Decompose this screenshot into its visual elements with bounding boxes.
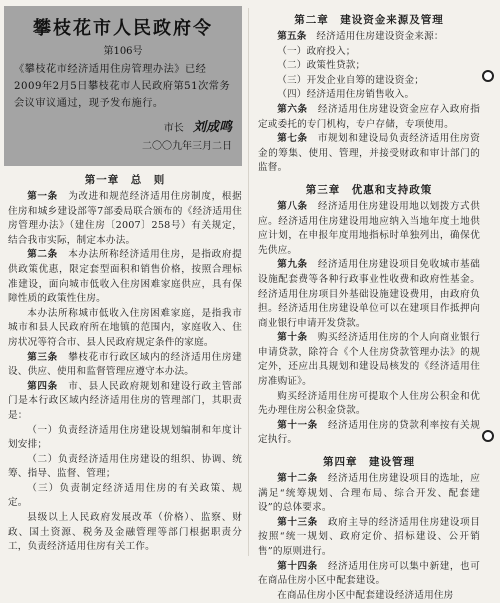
- article-text: 经济适用住房建设资金来源：: [316, 31, 444, 42]
- order-signature-line: [14, 116, 232, 135]
- chapter-heading: 第四章 建设管理: [323, 456, 415, 469]
- order-body: 《攀枝花市经济适用住房管理办法》已经2009年2月5日攀枝花市人民政府第51次常务会议审议通过，现予发布施行。: [14, 64, 231, 109]
- article-text: 县级以上人民政府发展改革（价格）、监察、财政、国土资源、税务及金融管理等部门根据职责分工，负责经济适用住房有关工作。: [8, 512, 242, 553]
- article-text: 本办法所称经济适用住房，是指政府提供政策优惠，限定套型面积和销售价格，按照合理标准建设，面向城市低收入住房困难家庭供应，具有保障性质的政策性住房。: [8, 249, 242, 305]
- article-paragraph: [258, 30, 480, 45]
- article-number: 第九条: [277, 259, 308, 271]
- article-text: 经济适用住房建设项目免收城市基础设施配套费等各种行政事业性收费和政府性基金。经济适用住房项目外基础设施建设费用，由政府负担。经济适用住房建设单位可以在建项目作抵押向商业银行申请开发贷款。: [258, 259, 481, 329]
- signature: 刘成鸣: [192, 120, 232, 135]
- signer-title: 市长: [163, 123, 184, 134]
- article-number: 第五条: [277, 31, 307, 42]
- article-text: 购买经济适用住房的个人向商业银行申请贷款，除符合《个人住房贷款管理办法》的规定外，还应出具规划和建设局核发的《经济适用住房准购证》。: [258, 332, 481, 388]
- article-text: 在商品住房小区中配套建设经济适用住房: [277, 589, 454, 601]
- article-paragraph: [258, 258, 480, 331]
- right-text-flow: [252, 0, 496, 603]
- article-text: 市、县人民政府规划和建设行政主管部门是本行政区域内经济适用住房的管理部门，其职责是：: [8, 380, 242, 421]
- article-text: （一）负责经济适用住房建设规划编制和年度计划安排；: [8, 424, 242, 451]
- article-paragraph: [258, 516, 480, 560]
- article-paragraph: [258, 419, 480, 448]
- article-paragraph: [258, 74, 480, 89]
- article-text: （二）负责经济适用住房建设的组织、协调、统筹、指导、监督、管理；: [8, 453, 242, 480]
- article-number: 第四条: [27, 380, 58, 392]
- chapter-heading: 第一章 总 则: [84, 174, 166, 186]
- article-number: 第三条: [27, 351, 58, 363]
- article-text: 政府主导的经济适用住房建设项目按照“统一规划、政府定价、招标建设、公开销售”的原则进行。: [258, 516, 481, 557]
- article-text: 经济适用住房建设项目的选址，应满足“统筹规划、合理布局、综合开发、配套建设”的总体要求。: [258, 473, 481, 514]
- article-paragraph: [258, 103, 480, 132]
- article-text: 为改进和规范经济适用住房制度，根据住房和城乡建设部等7部委局联合颁布的《经济适用住房管理办法》（建住房〔2007〕258号）有关规定，结合我市实际，制定本办法。: [8, 191, 242, 246]
- article-number: 第十一条: [277, 419, 318, 431]
- article-paragraph: [258, 331, 480, 389]
- article-text: 经济适用住房建设资金应存入政府指定或委托的专门机构，专户存储，专项使用。: [258, 103, 481, 130]
- article-paragraph: [8, 380, 242, 424]
- article-number: 第六条: [277, 103, 308, 115]
- article-text: 经济适用住房建设用地以划拨方式供应。经济适用住房建设用地应纳入当地年度土地供应计划，在申报年度用地指标时单独列出，确保优先供应。: [258, 200, 481, 256]
- order-title: 攀枝花市人民政府令: [33, 18, 213, 39]
- article-number: 第一条: [27, 191, 58, 202]
- article-number: 第七条: [277, 133, 308, 145]
- article-paragraph: [258, 589, 480, 603]
- article-paragraph: [8, 248, 242, 306]
- article-number: 第十四条: [277, 560, 318, 572]
- article-paragraph: [8, 307, 242, 351]
- article-number: 第十二条: [277, 473, 318, 485]
- article-text: （二）政策性贷款；: [277, 60, 366, 72]
- article-paragraph: [258, 132, 480, 176]
- column-divider: [248, 8, 249, 556]
- article-text: 本办法所称城市低收入住房困难家庭，是指我市城市和县人民政府所在地镇的范围内，家庭收入、住房状况等符合市、县人民政府规定条件的家庭。: [8, 307, 242, 348]
- article-paragraph: [258, 59, 480, 74]
- article-paragraph: [8, 351, 242, 380]
- article-number: 第八条: [277, 200, 308, 212]
- article-number: 第十三条: [277, 516, 318, 528]
- article-paragraph: [8, 482, 242, 511]
- article-text: （三）负责制定经济适用住房的有关政策、规定。: [8, 482, 242, 509]
- article-paragraph: [8, 424, 242, 453]
- article-paragraph: [258, 390, 480, 419]
- article-number: 第二条: [27, 249, 58, 261]
- government-order-box: [4, 6, 242, 166]
- article-text: 市规划和建设局负责经济适用住房资金的筹集、使用、管理，并接受财政和审计部门的监督。: [258, 133, 481, 174]
- article-paragraph: [258, 88, 480, 103]
- order-number: 第106号: [103, 46, 143, 57]
- right-column: [252, 0, 496, 603]
- article-text: （四）经济适用住房销售收入。: [277, 89, 415, 101]
- article-text: （一）政府投入；: [277, 45, 356, 57]
- left-text-flow: [0, 172, 246, 555]
- article-paragraph: [258, 200, 480, 258]
- article-paragraph: [258, 45, 480, 60]
- article-text: 经济适用住房可以集中新建，也可在商品住房小区中配套建设。: [258, 560, 481, 587]
- article-paragraph: [8, 190, 242, 248]
- left-column: [0, 0, 246, 555]
- article-paragraph: [8, 453, 242, 482]
- article-text: （三）开发企业自筹的建设资金；: [277, 74, 425, 86]
- article-text: 购买经济适用住房可提取个人住房公积金和优先办理住房公积金贷款。: [258, 390, 480, 417]
- chapter-heading: 第三章 优惠和支持政策: [305, 183, 433, 196]
- article-text: 攀枝花市行政区域内的经济适用住房建设、供应、使用和监督管理应遵守本办法。: [8, 351, 242, 378]
- chapter-heading: 第二章 建设资金来源及管理: [294, 14, 444, 26]
- article-text: 经济适用住房的贷款利率按有关规定执行。: [258, 419, 481, 446]
- article-number: 第十条: [277, 332, 308, 344]
- article-paragraph: [8, 511, 242, 555]
- order-date: 二〇〇九年三月二日: [142, 141, 232, 152]
- article-paragraph: [258, 472, 480, 516]
